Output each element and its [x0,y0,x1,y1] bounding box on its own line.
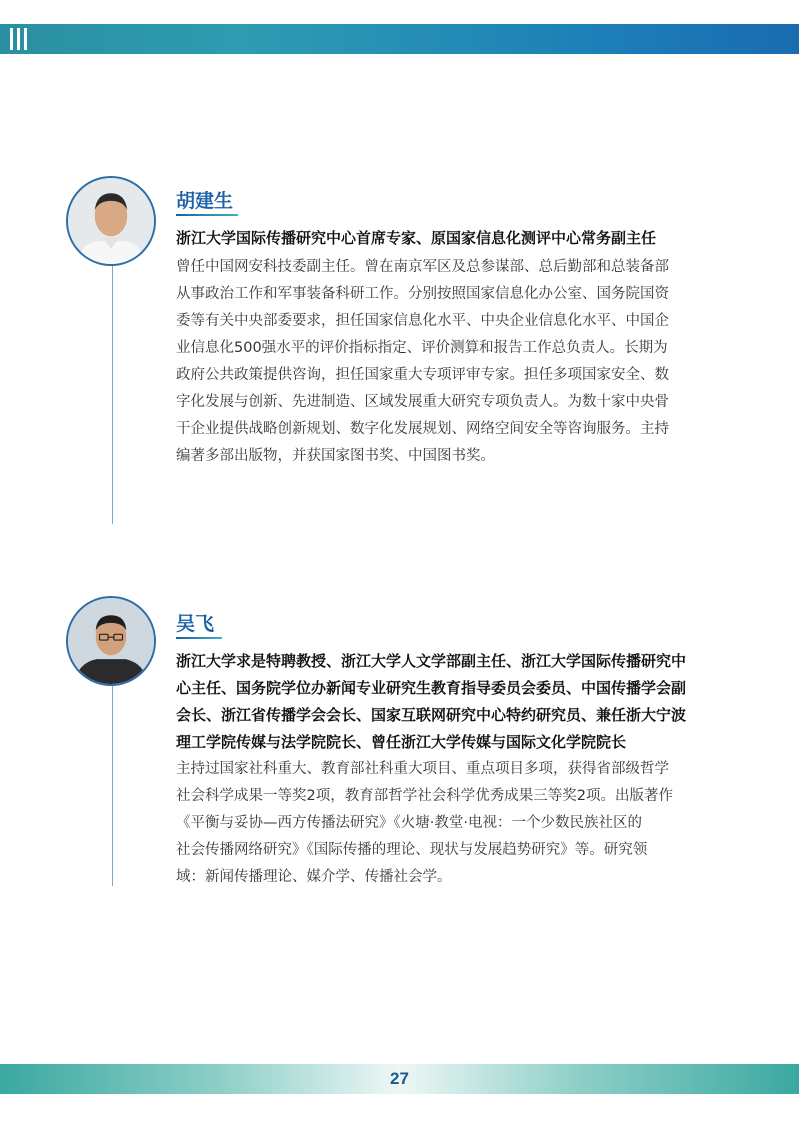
bio-line: 社会传播网络研究》《国际传播的理论、现状与发展趋势研究》等。研究领 [176,842,648,858]
bio-line: 从事政治工作和军事装备科研工作。分别按照国家信息化办公室、国务院国资 [176,286,669,302]
profile-title [176,225,736,252]
avatar-hu-jiansheng [66,176,156,266]
title-line: 理工学院传媒与法学院院长、曾任浙江大学传媒与国际文化学院院长 [176,733,627,751]
header-band [0,24,799,54]
bio-line: 《平衡与妥协—西方传播法研究》《火塘·教堂·电视：一个少数民族社区的 [176,815,642,831]
bio-line: 字化发展与创新、先进制造、区域发展重大研究专项负责人。为数十家中央骨 [176,394,669,410]
bio-line: 干企业提供战略创新规划、数字化发展规划、网络空间安全等咨询服务。主持 [176,421,669,437]
bio-line: 社会科学成果一等奖2项，教育部哲学社会科学优秀成果三等奖2项。出版著作 [176,788,673,804]
bio-line: 主持过国家社科重大、教育部社科重大项目、重点项目多项，获得省部级哲学 [176,761,669,777]
profile-divider-line [112,266,113,524]
bio-line: 业信息化500强水平的评价指标指定、评价测算和报告工作总负责人。长期为 [176,340,668,356]
page-number: 27 [390,1069,409,1088]
bio-line: 编著多部出版物，并获国家图书奖、中国图书奖。 [176,448,495,464]
title-line: 浙江大学求是特聘教授、浙江大学人文学部副主任、浙江大学国际传播研究中 [176,652,687,670]
bio-line: 政府公共政策提供咨询，担任国家重大专项评审专家。担任多项国家安全、数 [176,367,669,383]
bio-line: 曾任中国网安科技委副主任。曾在南京军区及总参谋部、总后勤部和总装备部 [176,259,669,275]
avatar-wu-fei [66,596,156,686]
title-line: 浙江大学国际传播研究中心首席专家、原国家信息化测评中心常务副主任 [176,229,657,247]
header-stripes [10,28,27,50]
bio-line: 域：新闻传播理论、媒介学、传播社会学。 [176,869,452,885]
profile-name: 胡建生 [176,190,234,212]
title-line: 心主任、国务院学位办新闻专业研究生教育指导委员会委员、中国传播学会副 [176,679,687,697]
profile-divider-line [112,686,113,886]
title-line: 会长、浙江省传播学会会长、国家互联网研究中心特约研究员、兼任浙大宁波 [176,706,687,724]
profile-name: 吴飞 [176,613,215,635]
bio-line: 委等有关中央部委要求，担任国家信息化水平、中央企业信息化水平、中国企 [176,313,669,329]
name-underline [176,637,222,639]
profile-bio [176,756,736,891]
name-underline [176,214,238,216]
profile-bio [176,254,736,470]
profile-title [176,648,736,756]
